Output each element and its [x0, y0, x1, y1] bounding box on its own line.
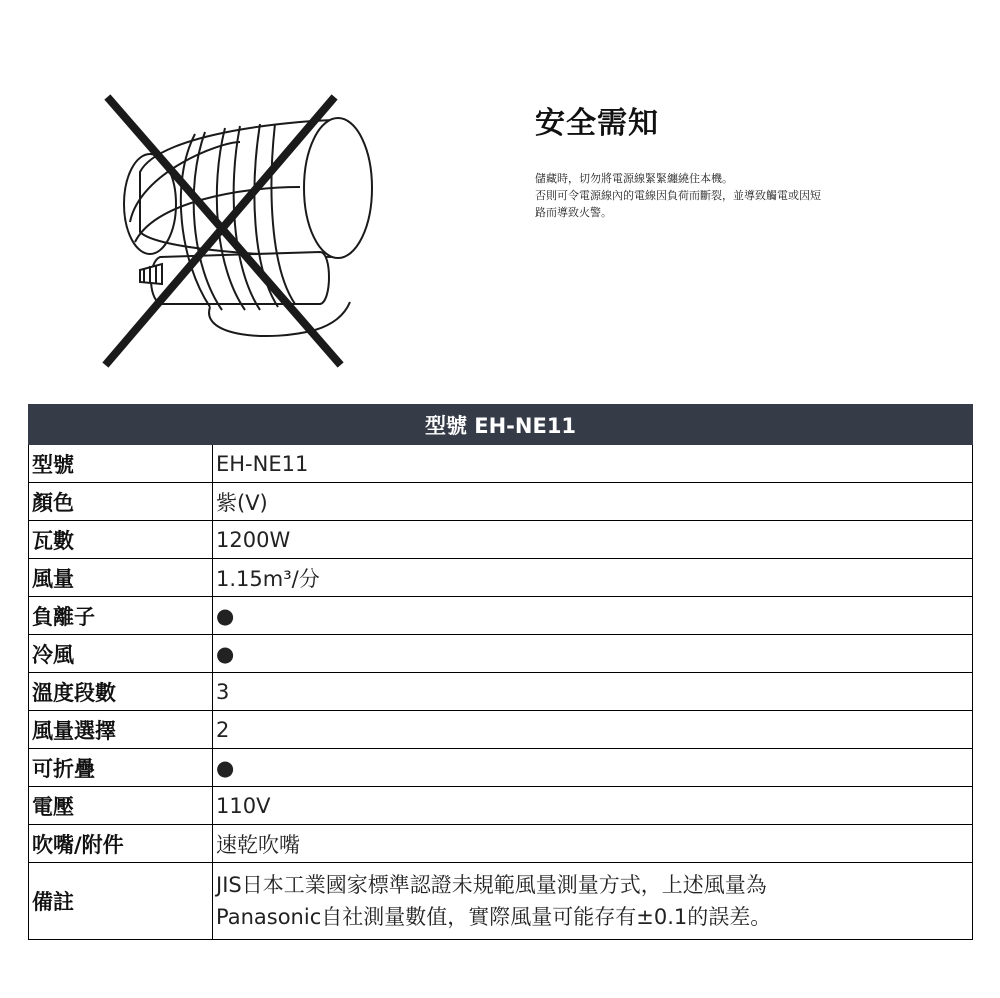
spec-key: 風量選擇 — [29, 711, 213, 749]
spec-table — [28, 404, 973, 940]
spec-value: 110V — [213, 787, 973, 825]
table-row — [29, 521, 973, 559]
spec-value-note — [213, 863, 973, 940]
spec-table-heading: 型號 EH-NE11 — [29, 405, 973, 445]
notice-title: 安全需知 — [535, 106, 659, 141]
table-row — [29, 559, 973, 597]
spec-key: 型號 — [29, 445, 213, 483]
note-line: JIS日本工業國家標準認證未規範風量測量方式，上述風量為 — [216, 873, 767, 897]
spec-value: ● — [213, 635, 973, 673]
spec-value: 1200W — [213, 521, 973, 559]
table-row — [29, 749, 973, 787]
note-line: Panasonic自社測量數值，實際風量可能存有±0.1的誤差。 — [216, 905, 772, 929]
spec-value: ● — [213, 597, 973, 635]
spec-key: 顏色 — [29, 483, 213, 521]
spec-key: 瓦數 — [29, 521, 213, 559]
illustration — [100, 92, 385, 372]
spec-value: 3 — [213, 673, 973, 711]
safety-notice — [535, 104, 955, 221]
notice-line: 儲藏時，切勿將電源線緊緊纏繞住本機。 — [535, 172, 733, 185]
spec-key: 冷風 — [29, 635, 213, 673]
spec-key: 備註 — [29, 863, 213, 940]
spec-key: 可折疊 — [29, 749, 213, 787]
notice-line: 否則可令電源線內的電線因負荷而斷裂，並導致觸電或因短 — [535, 189, 821, 202]
table-row — [29, 635, 973, 673]
notice-body — [535, 170, 955, 221]
table-row — [29, 673, 973, 711]
spec-key: 溫度段數 — [29, 673, 213, 711]
spec-key: 風量 — [29, 559, 213, 597]
spec-value: 紫(V) — [213, 483, 973, 521]
table-row — [29, 711, 973, 749]
cord-wrapped-dryer-prohibited-icon — [100, 92, 385, 372]
spec-value: ● — [213, 749, 973, 787]
table-row — [29, 445, 973, 483]
spec-value: 速乾吹嘴 — [213, 825, 973, 863]
spec-key: 電壓 — [29, 787, 213, 825]
table-row-note — [29, 863, 973, 940]
table-row — [29, 825, 973, 863]
notice-line: 路而導致火警。 — [535, 206, 612, 219]
spec-value: 1.15m³/分 — [213, 559, 973, 597]
spec-key: 負離子 — [29, 597, 213, 635]
table-row — [29, 597, 973, 635]
spec-value: EH-NE11 — [213, 445, 973, 483]
table-row — [29, 483, 973, 521]
table-row — [29, 787, 973, 825]
spec-value: 2 — [213, 711, 973, 749]
spec-key: 吹嘴/附件 — [29, 825, 213, 863]
